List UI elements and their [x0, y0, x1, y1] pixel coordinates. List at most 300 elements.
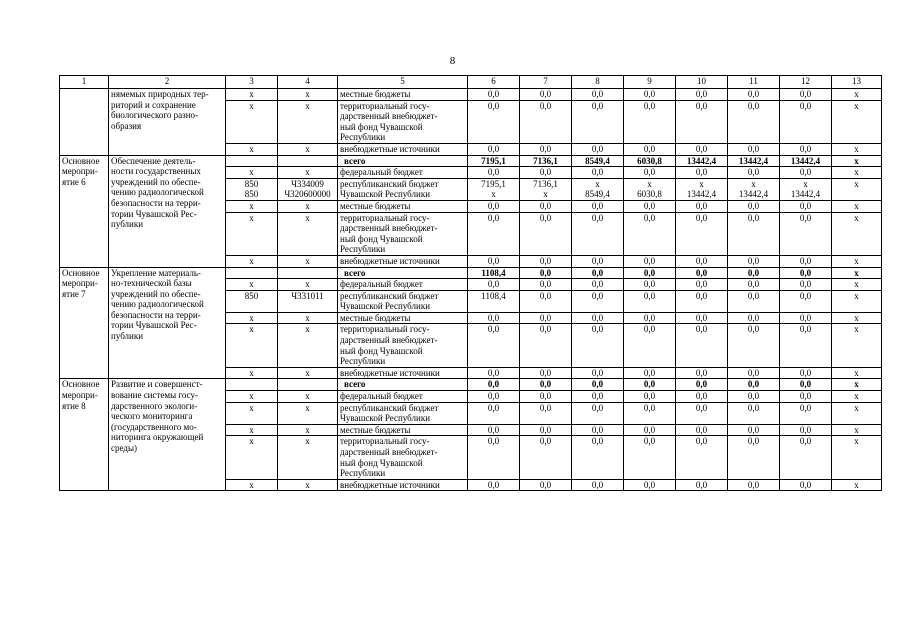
value-cell — [676, 167, 728, 179]
grbs-code-cell — [226, 312, 278, 324]
value-cell — [624, 89, 676, 101]
funding-source-cell — [338, 167, 468, 179]
cell-line: 0,0 — [643, 479, 656, 490]
cell-line: 0,0 — [643, 143, 656, 154]
cell-line: 13442,4 — [790, 189, 821, 200]
cell-line: x — [305, 89, 310, 99]
value-cell — [780, 391, 832, 403]
cell-line: 0,0 — [643, 379, 656, 390]
value-cell — [832, 212, 882, 255]
cell-line: 0,0 — [695, 379, 708, 390]
target-article-cell — [278, 290, 338, 312]
cell-line: x — [305, 436, 310, 447]
cell-line: 0,0 — [747, 200, 760, 211]
cell-line: 0,0 — [747, 324, 760, 335]
cell-line: 0,0 — [487, 89, 500, 99]
cell-line: Основное — [62, 155, 100, 166]
value-cell — [728, 312, 780, 324]
column-header: 5 — [338, 76, 468, 89]
cell-line: 0,0 — [539, 255, 552, 266]
value-cell — [624, 155, 676, 167]
target-article-cell — [278, 391, 338, 403]
value-cell — [468, 312, 520, 324]
value-cell — [520, 367, 572, 379]
cell-line: 0,0 — [487, 324, 500, 335]
cell-line: x — [249, 436, 254, 447]
cell-line: дарственный внебюджет- — [340, 447, 438, 457]
cell-line: 0,0 — [643, 324, 656, 335]
value-cell — [832, 402, 882, 424]
cell-line: 0,0 — [591, 479, 604, 490]
column-header: 3 — [226, 76, 278, 89]
cell-line: 0,0 — [643, 89, 656, 99]
value-cell — [520, 89, 572, 101]
value-cell — [572, 290, 624, 312]
value-cell — [572, 279, 624, 291]
cell-line: меропри- — [62, 166, 98, 177]
cell-line: 13442,4 — [686, 189, 717, 200]
funding-source-cell — [338, 312, 468, 324]
cell-line: территориальный госу- — [340, 212, 430, 223]
grbs-code-cell — [226, 89, 278, 101]
cell-line: Чувашской Республики — [340, 301, 431, 312]
value-cell — [832, 167, 882, 179]
cell-line: 0,0 — [487, 379, 500, 390]
funding-source-cell — [338, 391, 468, 403]
value-cell — [676, 279, 728, 291]
grbs-code-cell — [226, 290, 278, 312]
value-cell — [832, 324, 882, 367]
cell-line: 0,0 — [799, 212, 812, 223]
value-cell — [468, 212, 520, 255]
cell-line: 0,0 — [747, 290, 760, 301]
grbs-code-cell — [226, 379, 278, 391]
cell-line: 0,0 — [695, 367, 708, 378]
target-article-cell — [278, 200, 338, 212]
value-cell — [572, 200, 624, 212]
cell-line: 7136,1 — [533, 155, 558, 166]
cell-line: 0,0 — [695, 200, 708, 211]
value-cell — [780, 89, 832, 101]
value-cell — [520, 324, 572, 367]
cell-line: 13442,4 — [738, 155, 769, 166]
column-header: 4 — [278, 76, 338, 89]
cell-line: 0,0 — [487, 424, 500, 435]
cell-line: x — [803, 178, 808, 189]
cell-line: Развитие и совершенст- — [111, 379, 203, 390]
cell-line: дарственный внебюджет- — [340, 335, 438, 346]
cell-line: местные бюджеты — [340, 312, 411, 323]
cell-line: Чувашской Республики — [340, 189, 431, 200]
cell-line: 0,0 — [591, 402, 604, 413]
cell-line: 0,0 — [695, 391, 708, 402]
value-cell — [728, 267, 780, 279]
value-cell — [676, 255, 728, 267]
cell-line: 0,0 — [643, 279, 656, 290]
value-cell — [780, 167, 832, 179]
value-cell — [780, 379, 832, 391]
cell-line: 0,0 — [799, 436, 812, 447]
target-article-cell — [278, 89, 338, 101]
value-cell — [520, 402, 572, 424]
value-cell — [468, 479, 520, 491]
value-cell — [468, 167, 520, 179]
cell-line: нямемых природных тер- — [111, 89, 209, 99]
value-cell — [676, 155, 728, 167]
cell-line: 0,0 — [643, 212, 656, 223]
cell-line: 0,0 — [695, 290, 708, 301]
value-cell — [468, 178, 520, 200]
value-cell — [572, 155, 624, 167]
value-cell — [520, 267, 572, 279]
value-cell — [468, 402, 520, 424]
cell-line: 0,0 — [643, 167, 656, 178]
cell-line: 8549,4 — [585, 155, 610, 166]
value-cell — [728, 212, 780, 255]
funding-source-cell — [338, 200, 468, 212]
cell-line: 0,0 — [643, 267, 656, 278]
cell-line: 0,0 — [539, 424, 552, 435]
value-cell — [780, 178, 832, 200]
value-cell — [728, 324, 780, 367]
value-cell — [572, 391, 624, 403]
cell-line: x — [854, 255, 859, 266]
value-cell — [624, 279, 676, 291]
cell-line: территориальный госу- — [340, 324, 430, 335]
cell-line: 0,0 — [695, 89, 708, 99]
value-cell — [832, 279, 882, 291]
cell-line: ческого мониторинга — [111, 411, 193, 422]
column-header: 8 — [572, 76, 624, 89]
value-cell — [468, 255, 520, 267]
value-cell — [728, 402, 780, 424]
value-cell — [572, 89, 624, 101]
target-article-cell — [278, 100, 338, 143]
page-number: 8 — [449, 55, 456, 67]
cell-line: x — [854, 200, 859, 211]
cell-line: 0,0 — [487, 200, 500, 211]
target-article-cell — [278, 267, 338, 279]
cell-line: x — [854, 155, 859, 166]
cell-line: ятие 8 — [62, 400, 86, 411]
cell-line: 0,0 — [799, 89, 812, 99]
cell-line: x — [751, 178, 756, 189]
cell-line: 0,0 — [747, 424, 760, 435]
value-cell — [520, 200, 572, 212]
cell-line: Ч320600000 — [284, 189, 331, 200]
cell-line: безопасности на терри- — [111, 309, 201, 320]
value-cell — [832, 379, 882, 391]
value-cell — [468, 155, 520, 167]
cell-line: всего — [344, 267, 366, 278]
cell-line: 0,0 — [695, 479, 708, 490]
cell-line: 0,0 — [591, 391, 604, 402]
value-cell — [520, 479, 572, 491]
cell-line: но-технической базы — [111, 278, 192, 289]
value-cell — [520, 167, 572, 179]
cell-line: 0,0 — [695, 279, 708, 290]
cell-line: 0,0 — [799, 255, 812, 266]
value-cell — [624, 312, 676, 324]
cell-line: 0,0 — [747, 479, 760, 490]
cell-line: 0,0 — [591, 100, 604, 111]
value-cell — [780, 367, 832, 379]
cell-line: 6030,8 — [637, 155, 662, 166]
cell-line: 0,0 — [799, 200, 812, 211]
grbs-code-cell — [226, 143, 278, 155]
value-cell — [780, 155, 832, 167]
cell-line: безопасности на терри- — [111, 197, 201, 208]
target-article-cell — [278, 178, 338, 200]
cell-line: республиканский бюджет — [340, 178, 439, 189]
value-cell — [624, 402, 676, 424]
value-cell — [780, 143, 832, 155]
funding-source-cell — [338, 212, 468, 255]
cell-line: 0,0 — [747, 391, 760, 402]
funding-source-cell — [338, 267, 468, 279]
cell-line: x — [249, 255, 254, 266]
table-body — [60, 89, 882, 491]
cell-line: 0,0 — [539, 312, 552, 323]
cell-line: 0,0 — [643, 424, 656, 435]
cell-line: 0,0 — [591, 200, 604, 211]
cell-line: ный фонд Чувашской — [340, 233, 423, 244]
cell-line: 0,0 — [487, 167, 500, 178]
target-article-cell — [278, 324, 338, 367]
value-cell — [572, 436, 624, 479]
cell-line: внебюджетные источники — [340, 255, 440, 266]
value-cell — [832, 89, 882, 101]
cell-line: 0,0 — [487, 367, 500, 378]
cell-line: местные бюджеты — [340, 89, 411, 99]
cell-line: учреждений по обеспе- — [111, 288, 201, 299]
value-cell — [520, 143, 572, 155]
value-cell — [728, 100, 780, 143]
cell-line: 0,0 — [747, 367, 760, 378]
cell-line: 0,0 — [799, 379, 812, 390]
cell-line: 0,0 — [695, 312, 708, 323]
funding-source-cell — [338, 178, 468, 200]
value-cell — [728, 255, 780, 267]
value-cell — [624, 424, 676, 436]
cell-line: Укрепление материаль- — [111, 267, 201, 278]
grbs-code-cell — [226, 167, 278, 179]
cell-line: вование системы госу- — [111, 390, 198, 401]
cell-line: публики — [111, 331, 144, 342]
cell-line: 0,0 — [487, 391, 500, 402]
measure-description-cell — [109, 379, 226, 491]
value-cell — [676, 89, 728, 101]
value-cell — [624, 290, 676, 312]
cell-line: x — [854, 379, 859, 390]
value-cell — [728, 167, 780, 179]
cell-line: территориальный госу- — [340, 436, 430, 447]
cell-line: внебюджетные источники — [340, 479, 440, 490]
cell-line: 0,0 — [591, 255, 604, 266]
cell-line: 13442,4 — [738, 189, 769, 200]
table-row-total — [60, 267, 882, 279]
cell-line: 1108,4 — [481, 267, 506, 278]
cell-line: дарственный внебюджет- — [340, 223, 438, 234]
cell-line: 0,0 — [591, 367, 604, 378]
cell-line: чению радиологической — [111, 299, 204, 310]
cell-line: 13442,4 — [686, 155, 717, 166]
cell-line: 0,0 — [539, 212, 552, 223]
cell-line: 0,0 — [799, 324, 812, 335]
cell-line: x — [854, 479, 859, 490]
measure-name-cell — [60, 267, 109, 379]
cell-line: 0,0 — [799, 424, 812, 435]
value-cell — [728, 379, 780, 391]
value-cell — [520, 255, 572, 267]
cell-line: 0,0 — [539, 402, 552, 413]
cell-line: учреждений по обеспе- — [111, 176, 201, 187]
value-cell — [468, 267, 520, 279]
cell-line: 0,0 — [591, 424, 604, 435]
cell-line: x — [305, 402, 310, 413]
cell-line: местные бюджеты — [340, 200, 411, 211]
cell-line: Республики — [340, 132, 386, 143]
cell-line: 0,0 — [799, 143, 812, 154]
cell-line: 0,0 — [747, 255, 760, 266]
value-cell — [624, 391, 676, 403]
cell-line: 0,0 — [539, 290, 552, 301]
value-cell — [468, 290, 520, 312]
cell-line: 0,0 — [591, 89, 604, 99]
cell-line: x — [249, 143, 254, 154]
cell-line: 0,0 — [591, 279, 604, 290]
cell-line: 0,0 — [643, 402, 656, 413]
value-cell — [572, 324, 624, 367]
value-cell — [728, 391, 780, 403]
funding-source-cell — [338, 279, 468, 291]
cell-line: 0,0 — [695, 267, 708, 278]
cell-line: 0,0 — [643, 312, 656, 323]
value-cell — [468, 89, 520, 101]
value-cell — [780, 324, 832, 367]
value-cell — [832, 479, 882, 491]
grbs-code-cell — [226, 279, 278, 291]
cell-line: 0,0 — [539, 367, 552, 378]
cell-line: 0,0 — [539, 267, 552, 278]
cell-line: x — [249, 100, 254, 111]
funding-source-cell — [338, 324, 468, 367]
cell-line: 0,0 — [747, 379, 760, 390]
cell-line: 0,0 — [591, 212, 604, 223]
cell-line: тории Чувашской Рес- — [111, 320, 197, 331]
cell-line: x — [854, 391, 859, 402]
cell-line: 850 — [244, 189, 259, 200]
cell-line: 0,0 — [747, 212, 760, 223]
cell-line: 13442,4 — [790, 155, 821, 166]
cell-line: 0,0 — [539, 324, 552, 335]
cell-line: 0,0 — [487, 312, 500, 323]
cell-line: 7136,1 — [533, 178, 558, 189]
value-cell — [468, 379, 520, 391]
value-cell — [572, 379, 624, 391]
cell-line: x — [305, 324, 310, 335]
measure-description-cell — [109, 89, 226, 156]
cell-line: 0,0 — [487, 143, 500, 154]
target-article-cell — [278, 255, 338, 267]
cell-line: ятие 6 — [62, 176, 86, 187]
grbs-code-cell — [226, 100, 278, 143]
cell-line: x — [249, 200, 254, 211]
cell-line: x — [647, 178, 652, 189]
value-cell — [572, 167, 624, 179]
cell-line: x — [249, 479, 254, 490]
cell-line: x — [249, 279, 254, 290]
cell-line: x — [249, 391, 254, 402]
cell-line: 0,0 — [747, 402, 760, 413]
value-cell — [520, 424, 572, 436]
value-cell — [676, 212, 728, 255]
target-article-cell — [278, 367, 338, 379]
cell-line: 0,0 — [747, 312, 760, 323]
value-cell — [676, 367, 728, 379]
cell-line: 0,0 — [799, 367, 812, 378]
cell-line: Республики — [340, 468, 386, 479]
cell-line: 0,0 — [591, 312, 604, 323]
value-cell — [520, 155, 572, 167]
target-article-cell — [278, 279, 338, 291]
column-header: 1 — [60, 76, 109, 89]
cell-line: 0,0 — [695, 402, 708, 413]
cell-line: x — [305, 312, 310, 323]
value-cell — [572, 212, 624, 255]
value-cell — [676, 143, 728, 155]
cell-line: x — [249, 89, 254, 99]
cell-line: внебюджетные источники — [340, 143, 440, 154]
cell-line: 0,0 — [643, 436, 656, 447]
target-article-cell — [278, 436, 338, 479]
cell-line: 0,0 — [695, 436, 708, 447]
grbs-code-cell — [226, 424, 278, 436]
target-article-cell — [278, 212, 338, 255]
cell-line: 0,0 — [695, 424, 708, 435]
column-header: 13 — [832, 76, 882, 89]
cell-line: x — [854, 178, 859, 189]
cell-line: x — [249, 367, 254, 378]
cell-line: 0,0 — [747, 167, 760, 178]
cell-line: 0,0 — [799, 100, 812, 111]
value-cell — [624, 200, 676, 212]
target-article-cell — [278, 402, 338, 424]
table-row — [60, 89, 882, 101]
grbs-code-cell — [226, 200, 278, 212]
cell-line: 0,0 — [487, 402, 500, 413]
cell-line: 0,0 — [487, 212, 500, 223]
value-cell — [572, 402, 624, 424]
value-cell — [676, 391, 728, 403]
cell-line: x — [854, 279, 859, 290]
cell-line: 0,0 — [799, 402, 812, 413]
cell-line: 0,0 — [799, 279, 812, 290]
target-article-cell — [278, 424, 338, 436]
cell-line: 7195,1 — [481, 155, 506, 166]
cell-line: дарственный внебюджет- — [340, 111, 438, 122]
value-cell — [780, 200, 832, 212]
value-cell — [468, 324, 520, 367]
cell-line: x — [305, 167, 310, 178]
target-article-cell — [278, 155, 338, 167]
cell-line: дарственного экологи- — [111, 400, 198, 411]
value-cell — [572, 255, 624, 267]
value-cell — [676, 436, 728, 479]
grbs-code-cell — [226, 367, 278, 379]
table-row-total — [60, 379, 882, 391]
value-cell — [624, 143, 676, 155]
